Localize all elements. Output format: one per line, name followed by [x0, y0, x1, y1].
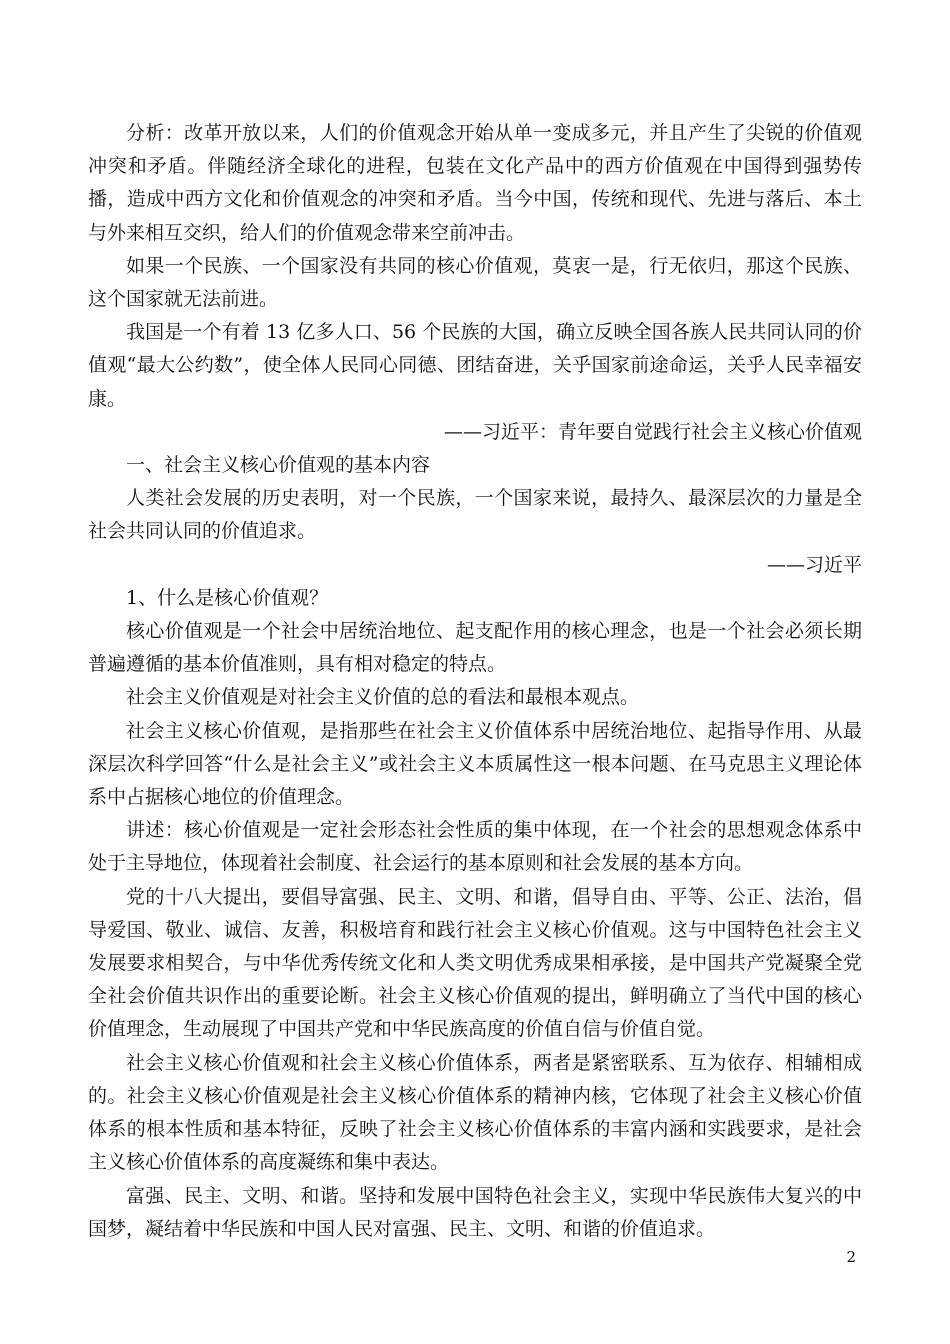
document-body: [88, 117, 862, 1246]
paragraph-history-shows: 人类社会发展的历史表明，对一个民族，一个国家来说，最持久、最深层次的力量是全社会共同认同的价值追求。: [88, 487, 862, 543]
paragraph-core-values-nation: 如果一个民族、一个国家没有共同的核心价值观，莫衷一是，行无依归，那这个民族、这个国家就无法前进。: [88, 254, 862, 311]
paragraph-analysis: 分析：改革开放以来，人们的价值观念开始从单一变成多元，并且产生了尖锐的价值观冲突和矛盾。伴随经济全球化的进程，包装在文化产品中的西方价值观在中国得到强势传播，造成中西方文化和价值观念的冲突和矛盾。当今中国，传统和现代、先进与落后、本土与外来相互交织，给人们的价值观念带来空前冲击。: [88, 122, 862, 244]
paragraph-eighteenth-congress: 党的十八大提出，要倡导富强、民主、文明、和谐，倡导自由、平等、公正、法治，倡导爱国、敬业、诚信、友善，积极培育和践行社会主义核心价值观。这与中国特色社会主义发展要求相契合，与中华优秀传统文化和人类文明优秀成果相承接，是中国共产党凝聚全党全社会价值共识作出的重要论断。社会主义核心价值观的提出，鲜明确立了当代中国的核心价值理念，生动展现了中国共产党和中华民族高度的价值自信与价值自觉。: [88, 885, 862, 1041]
quote-attribution: ——习近平: [766, 553, 862, 576]
paragraph-lecture: 讲述：核心价值观是一定社会形态社会性质的集中体现，在一个社会的思想观念体系中处于主导地位，体现着社会制度、社会运行的基本原则和社会发展的基本方向。: [88, 819, 862, 875]
paragraph-definition: 核心价值观是一个社会中居统治地位、起支配作用的核心理念，也是一个社会必须长期普遍遵循的基本价值准则，具有相对稳定的特点。: [88, 620, 862, 676]
paragraph-socialist-values: 社会主义价值观是对社会主义价值的总的看法和最根本观点。: [126, 686, 640, 709]
section-heading: 一、社会主义核心价值观的基本内容: [126, 454, 431, 477]
quote-attribution: ——习近平：青年要自觉践行社会主义核心价值观: [443, 420, 862, 443]
page-number: 2: [846, 1248, 856, 1266]
subsection-heading: 1、什么是核心价值观？: [126, 586, 329, 609]
paragraph-values-and-system: 社会主义核心价值观和社会主义核心价值体系，两者是紧密联系、互为依存、相辅相成的。社会主义核心价值观是社会主义核心价值体系的精神内核，它体现了社会主义核心价值体系的根本性质和基本特征，反映了社会主义核心价值体系的丰富内涵和实践要求，是社会主义核心价值体系的高度凝练和集中表达。: [88, 1051, 862, 1174]
paragraph-socialist-core-values: 社会主义核心价值观，是指那些在社会主义价值体系中居统治地位、起指导作用、从最深层次科学回答“什么是社会主义”或社会主义本质属性这一根本问题、在马克思主义理论体系中占据核心地位的价值理念。: [88, 719, 862, 809]
paragraph-prosperity-democracy: 富强、民主、文明、和谐。坚持和发展中国特色社会主义，实现中华民族伟大复兴的中国梦，凝结着中华民族和中国人民对富强、民主、文明、和谐的价值追求。: [88, 1184, 862, 1240]
paragraph-greatest-common-divisor: 我国是一个有着 13 亿多人口、56 个民族的大国，确立反映全国各族人民共同认同的价值观“最大公约数”，使全体人民同心同德、团结奋进，关乎国家前途命运，关乎人民幸福安康。: [88, 321, 862, 410]
